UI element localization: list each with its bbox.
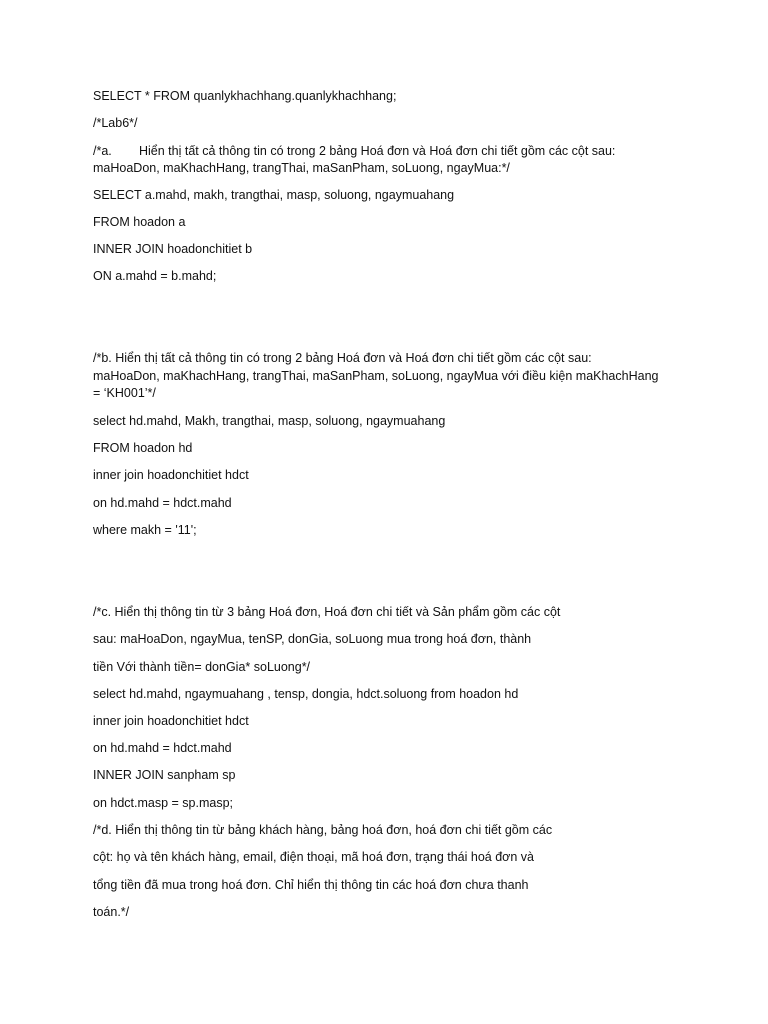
sql-c-join2: INNER JOIN sanpham sp — [93, 768, 236, 782]
comment-d-line2: cột: họ và tên khách hàng, email, điện thoại, mã hoá đơn, trạng thái hoá đơn và — [93, 850, 534, 864]
comment-d-line4: toán.*/ — [93, 905, 130, 919]
comment-a-line2: maHoaDon, maKhachHang, trangThai, maSanPham, soLuong, ngayMua:*/ — [93, 161, 510, 175]
sql-c-select: select hd.mahd, ngaymuahang , tensp, dongia, hdct.soluong from hoadon hd — [93, 687, 519, 701]
comment-b-line1: /*b. Hiển thị tất cả thông tin có trong 2 bảng Hoá đơn và Hoá đơn chi tiết gồm các cột sau: — [93, 351, 592, 365]
sql-c-join1: inner join hoadonchitiet hdct — [93, 714, 249, 728]
comment-d-line1: /*d. Hiển thị thông tin từ bảng khách hàng, bảng hoá đơn, hoá đơn chi tiết gồm các — [93, 823, 553, 837]
sql-a-on: ON a.mahd = b.mahd; — [93, 269, 217, 283]
sql-a-select: SELECT a.mahd, makh, trangthai, masp, soluong, ngaymuahang — [93, 188, 455, 202]
comment-a-line1 — [93, 143, 693, 159]
comment-b-line3: = ‘KH001’*/ — [93, 386, 156, 400]
comment-c-line1: /*c. Hiển thị thông tin từ 3 bảng Hoá đơn, Hoá đơn chi tiết và Sản phẩm gồm các cột — [93, 605, 561, 619]
comment-a-label: /*a. — [93, 144, 112, 158]
sql-line-select-all: SELECT * FROM quanlykhachhang.quanlykhachhang; — [93, 89, 397, 103]
sql-b-from: FROM hoadon hd — [93, 441, 193, 455]
sql-a-from: FROM hoadon a — [93, 215, 186, 229]
sql-b-select: select hd.mahd, Makh, trangthai, masp, soluong, ngaymuahang — [93, 414, 446, 428]
comment-b-line2: maHoaDon, maKhachHang, trangThai, maSanPham, soLuong, ngayMua với điều kiện maKhachHang — [93, 369, 659, 383]
comment-a-text: Hiển thị tất cả thông tin có trong 2 bảng Hoá đơn và Hoá đơn chi tiết gồm các cột sau: — [139, 144, 616, 158]
comment-lab6: /*Lab6*/ — [93, 116, 138, 130]
sql-c-on2: on hdct.masp = sp.masp; — [93, 796, 234, 810]
sql-b-on: on hd.mahd = hdct.mahd — [93, 496, 232, 510]
comment-c-line2: sau: maHoaDon, ngayMua, tenSP, donGia, soLuong mua trong hoá đơn, thành — [93, 632, 532, 646]
comment-c-line3: tiền Với thành tiền= donGia* soLuong*/ — [93, 660, 311, 674]
sql-b-where: where makh = '11'; — [93, 523, 197, 537]
sql-a-join: INNER JOIN hoadonchitiet b — [93, 242, 253, 256]
sql-b-join: inner join hoadonchitiet hdct — [93, 468, 249, 482]
comment-d-line3: tổng tiền đã mua trong hoá đơn. Chỉ hiển thị thông tin các hoá đơn chưa thanh — [93, 878, 529, 892]
sql-c-on1: on hd.mahd = hdct.mahd — [93, 741, 232, 755]
